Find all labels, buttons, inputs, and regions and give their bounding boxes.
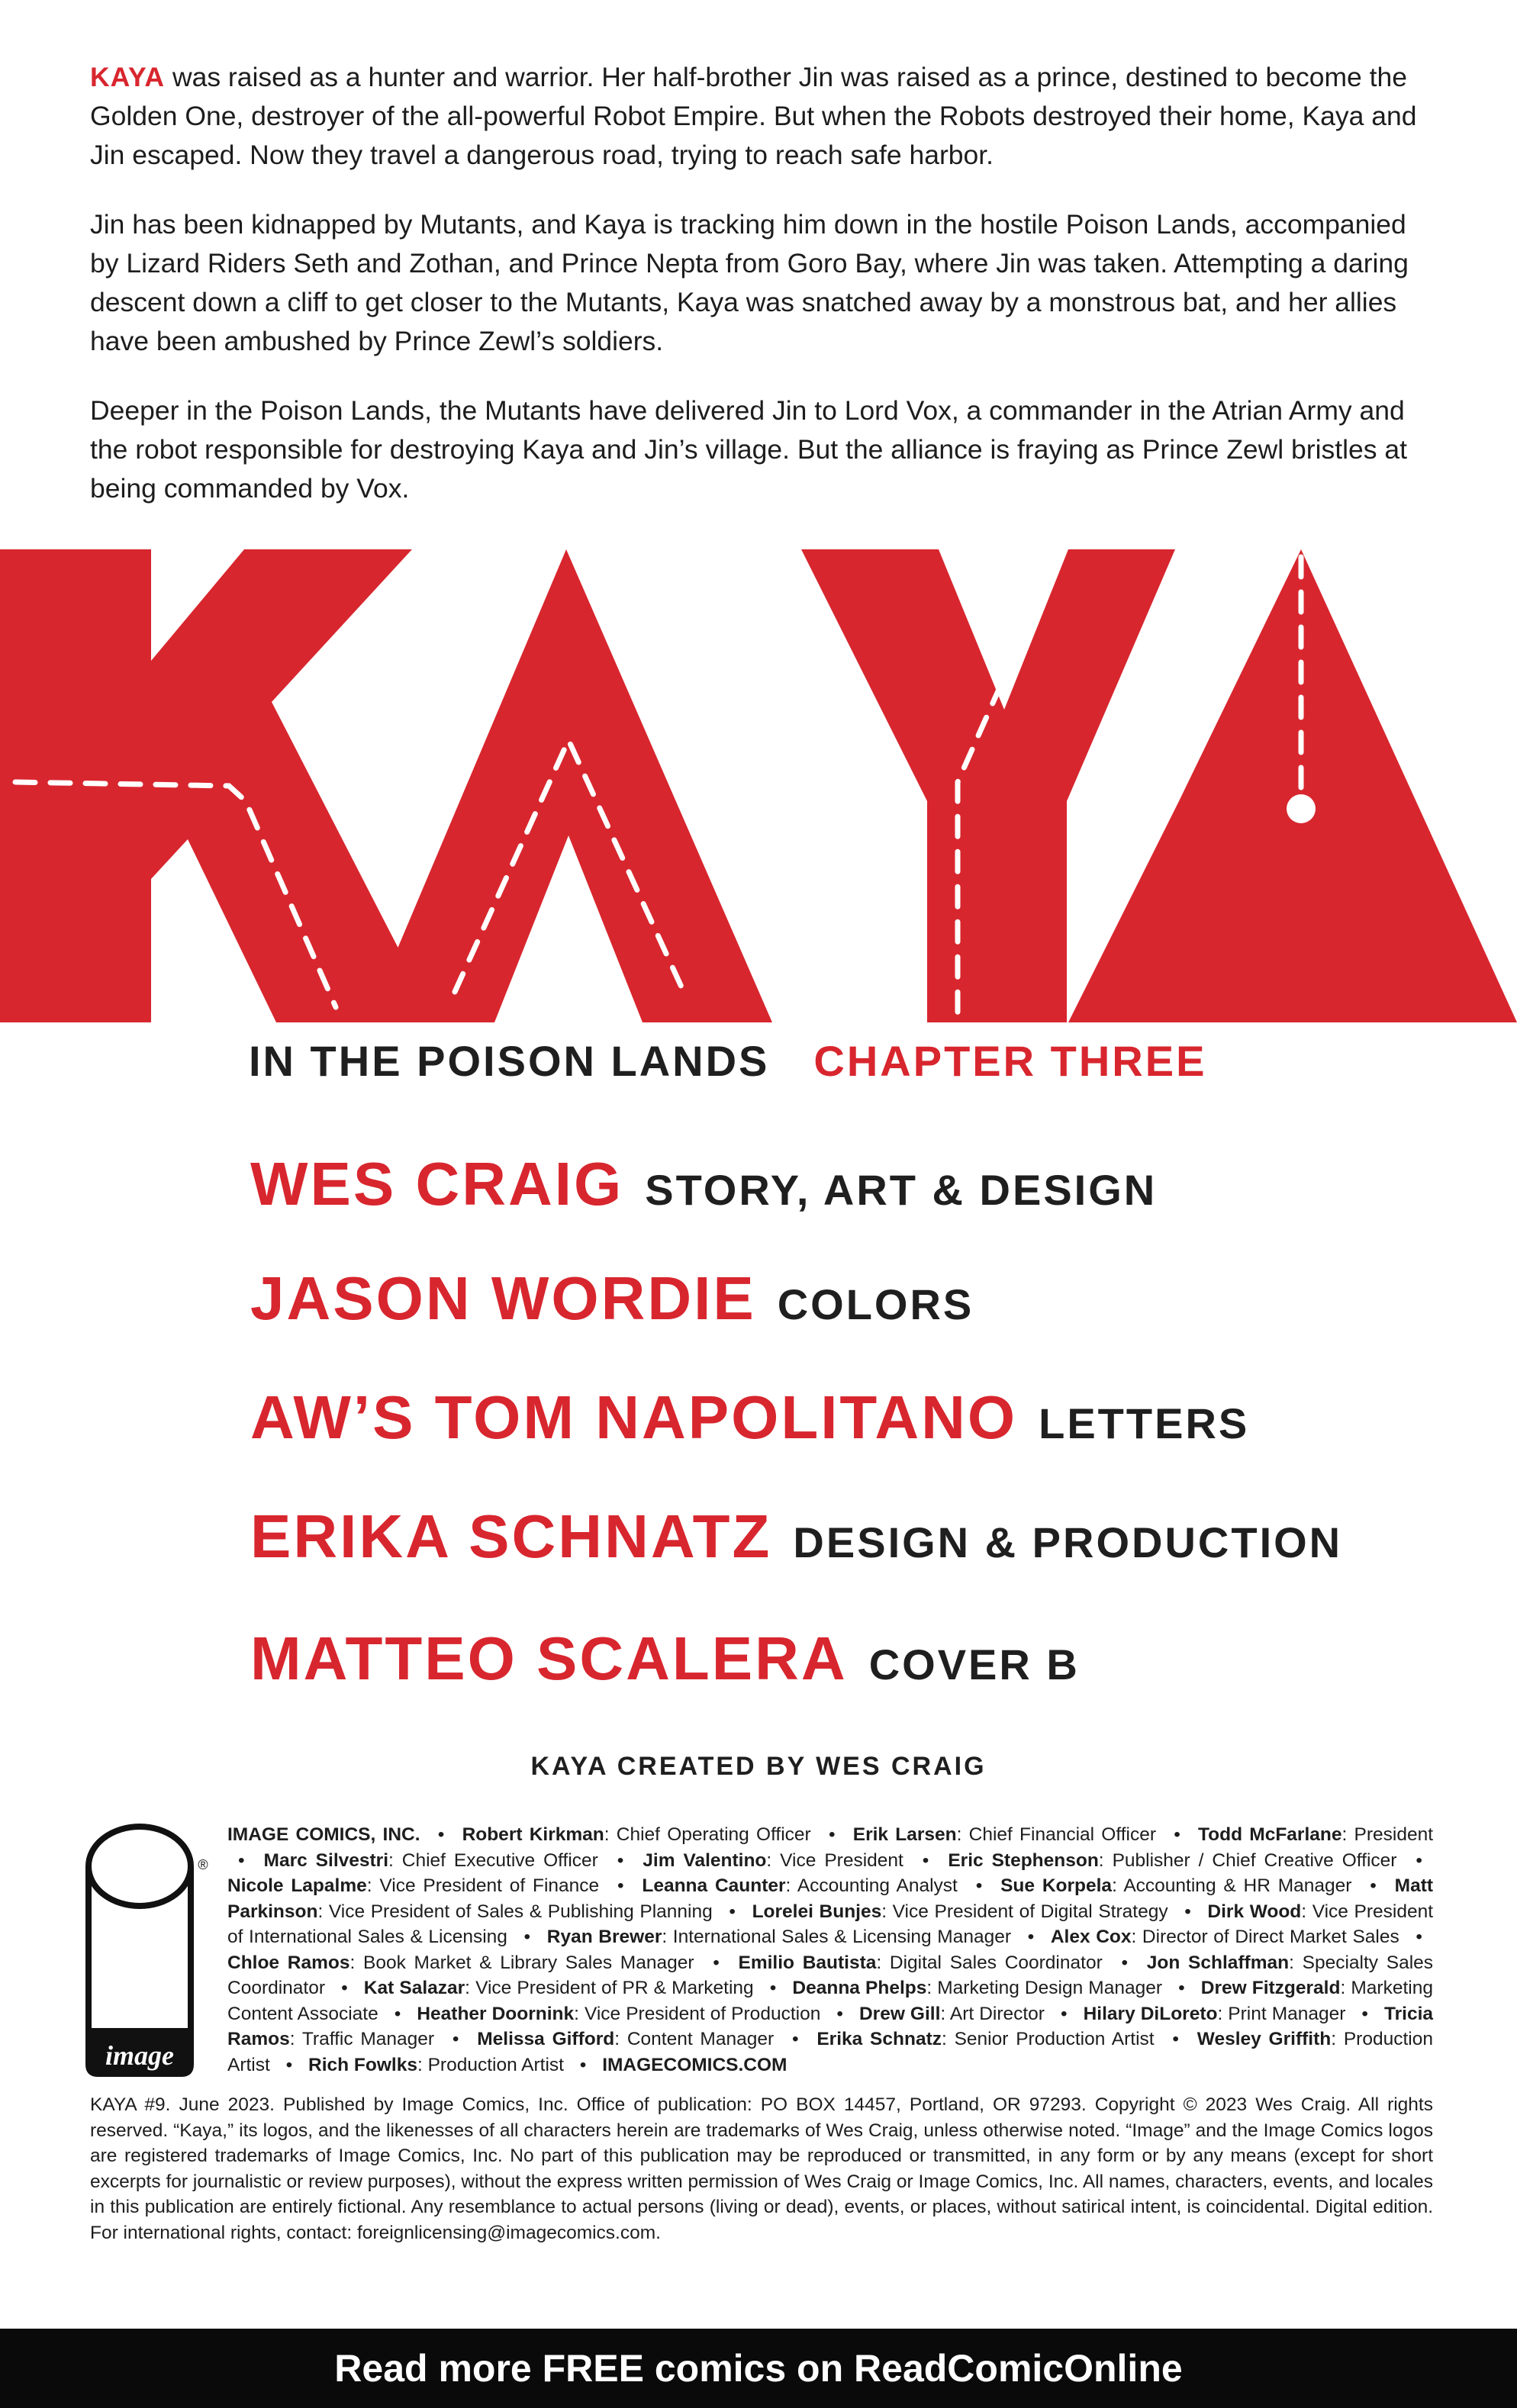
staff-entry: Alex Cox: Director of Direct Market Sales: [1050, 1927, 1399, 1947]
staff-entry: Rich Fowlks: Production Artist: [308, 2054, 564, 2075]
staff-title: Director of Direct Market Sales: [1142, 1927, 1399, 1947]
bullet-separator: •: [836, 2003, 843, 2024]
staff-name: Dirk Wood: [1207, 1901, 1302, 1922]
staff-entry: Deanna Phelps: Marketing Design Manager: [792, 1978, 1162, 1998]
staff-title: Accounting & HR Manager: [1123, 1875, 1352, 1896]
staff-entry: Lorelei Bunjes: Vice President of Digital Strategy: [752, 1901, 1168, 1922]
staff-title: Vice President of Digital Strategy: [892, 1901, 1168, 1922]
staff-title: Production Artist: [427, 2054, 564, 2075]
staff-title: Vice President of International Sales & Licensing: [227, 1901, 1434, 1947]
website-link[interactable]: IMAGECOMICS.COM: [602, 2054, 787, 2075]
staff-entry: Melissa Gifford: Content Manager: [477, 2029, 775, 2049]
staff-name: Erika Schnatz: [816, 2029, 942, 2049]
staff-name: Ryan Brewer: [546, 1927, 662, 1947]
credit-role: COLORS: [777, 1280, 974, 1328]
staff-entry: Drew Gill: Art Director: [858, 2003, 1045, 2024]
bullet-separator: •: [769, 1978, 777, 1998]
chapter-title: CHAPTER THREE: [813, 1037, 1207, 1085]
staff-name: Marc Silvestri: [263, 1849, 389, 1871]
bullet-separator: •: [1174, 1824, 1180, 1845]
bullet-separator: •: [729, 1901, 736, 1922]
bullet-separator: •: [1178, 1978, 1185, 1998]
staff-title: Print Manager: [1228, 2003, 1346, 2024]
credit-line: [250, 1264, 974, 1334]
staff-name: Jon Schlaffman: [1146, 1952, 1290, 1973]
staff-entry: Sue Korpela: Accounting & HR Manager: [1000, 1875, 1352, 1896]
bullet-separator: •: [975, 1875, 983, 1896]
bullet-separator: •: [394, 2003, 401, 2024]
credit-line: [250, 1149, 1157, 1219]
bullet-separator: •: [579, 2054, 587, 2075]
svg-text:image: image: [105, 2040, 174, 2071]
legal-indicia: KAYA #9. June 2023. Published by Image Comics, Inc. Office of publication: PO BOX 14457, Portland, OR 97293. Copyright © 2023 Wes Craig. All rights reserved. “Kaya,” its logos, and the likenesses of all characters herein are trademarks of Wes Craig, unless otherwise noted. “Image” and the Image Comics logos are registered trademarks of Image Comics, Inc. No part of this publication may be reproduced or transmitted, in any form or by any means (except for short excerpts for journalistic or review purposes), without the express written permission of Wes Craig or Image Comics, Inc. All names, characters, events, and locales in this publication are entirely fictional. Any resemblance to actual persons (living or dead), events, or places, without satirical intent, is coincidental. Digital edition. For international rights, contact: foreignlicensing@imagecomics.com.: [90, 2094, 1433, 2243]
staff-title: Senior Production Artist: [954, 2029, 1155, 2049]
recap-text: [90, 58, 1433, 539]
bullet-separator: •: [1416, 1849, 1422, 1871]
staff-title: Vice President of PR & Marketing: [475, 1978, 754, 1998]
staff-name: Erik Larsen: [852, 1824, 957, 1845]
staff-entry: Jim Valentino: Vice President: [643, 1849, 903, 1871]
credit-role: LETTERS: [1039, 1399, 1250, 1447]
staff-name: Drew Gill: [858, 2003, 941, 2024]
staff-entry: Nicole Lapalme: Vice President of Finance: [227, 1875, 600, 1896]
staff-entry: Jon Schlaffman: Specialty Sales Coordinator: [227, 1952, 1434, 1998]
staff-name: Todd McFarlane: [1198, 1824, 1342, 1845]
bullet-separator: •: [1370, 1875, 1377, 1896]
logo-letter-k: [0, 549, 436, 1022]
staff-title: Chief Executive Officer: [401, 1849, 598, 1871]
staff-title: International Sales & Licensing Manager: [672, 1927, 1011, 1947]
recap-paragraph-3: Deeper in the Poison Lands, the Mutants have delivered Jin to Lord Vox, a commander in the Atrian Army and the robot responsible for destroying Kaya and Jin’s village. But the alliance is fraying as Prince Zewl bristles at being commanded by Vox.: [90, 395, 1407, 504]
image-staff-list: [227, 1822, 1433, 2078]
staff-name: Chloe Ramos: [227, 1952, 350, 1973]
bullet-separator: •: [523, 1927, 531, 1947]
staff-entry: Tricia Ramos: Traffic Manager: [227, 2003, 1434, 2049]
staff-entry: Erika Schnatz: Senior Production Artist: [816, 2029, 1155, 2049]
bullet-separator: •: [1416, 1927, 1422, 1947]
bullet-separator: •: [1172, 2029, 1179, 2049]
staff-entry: Heather Doornink: Vice President of Production: [417, 2003, 821, 2024]
bullet-separator: •: [617, 1849, 624, 1871]
staff-entry: Chloe Ramos: Book Market & Library Sales Manager: [227, 1952, 694, 1973]
staff-entry: Matt Parkinson: Vice President of Sales & Publishing Planning: [227, 1875, 1434, 1922]
staff-entry: Todd McFarlane: President: [1198, 1824, 1434, 1845]
staff-entry: Ryan Brewer: International Sales & Licensing Manager: [546, 1927, 1011, 1947]
bullet-separator: •: [1027, 1927, 1035, 1947]
staff-name: Kat Salazar: [363, 1978, 465, 1998]
staff-entry: Wesley Griffith: Production Artist: [227, 2029, 1433, 2075]
bullet-separator: •: [437, 1824, 445, 1845]
credit-role: DESIGN & PRODUCTION: [793, 1518, 1343, 1566]
credit-line: [250, 1624, 1080, 1694]
staff-entry: Emilio Bautista: Digital Sales Coordinator: [738, 1952, 1103, 1973]
staff-entry: Robert Kirkman: Chief Operating Officer: [462, 1824, 811, 1845]
staff-title: Marketing Content Associate: [227, 1978, 1433, 2024]
credit-line: [250, 1502, 1342, 1572]
bullet-separator: •: [1184, 1901, 1191, 1922]
credit-name: MATTEO SCALERA: [250, 1624, 848, 1692]
staff-title: Production Artist: [227, 2029, 1433, 2075]
bullet-separator: •: [713, 1952, 720, 1973]
staff-title: Chief Operating Officer: [616, 1824, 811, 1845]
staff-name: Matt Parkinson: [227, 1875, 1434, 1922]
created-by-line: KAYA CREATED BY WES CRAIG: [530, 1752, 987, 1781]
staff-title: President: [1354, 1824, 1434, 1845]
road-dot: [1287, 794, 1316, 823]
staff-title: Traffic Manager: [301, 2029, 435, 2049]
staff-entry: Erik Larsen: Chief Financial Officer: [852, 1824, 1157, 1845]
staff-title: Publisher / Chief Creative Officer: [1112, 1849, 1397, 1871]
credit-line: [250, 1383, 1249, 1453]
kaya-title-logo: [0, 549, 1517, 1022]
credit-role: STORY, ART & DESIGN: [645, 1166, 1158, 1214]
svg-text:®: ®: [198, 1857, 208, 1872]
series-title: IN THE POISON LANDS: [249, 1037, 770, 1085]
staff-title: Book Market & Library Sales Manager: [363, 1952, 694, 1973]
staff-name: Hilary DiLoreto: [1083, 2003, 1218, 2024]
staff-name: Deanna Phelps: [792, 1978, 927, 1998]
staff-name: Eric Stephenson: [948, 1849, 1099, 1871]
credit-role: COVER B: [868, 1640, 1080, 1688]
bullet-separator: •: [828, 1824, 836, 1845]
staff-entry: Eric Stephenson: Publisher / Chief Creative Officer: [948, 1849, 1397, 1871]
staff-name: Sue Korpela: [1000, 1875, 1113, 1896]
bullet-separator: •: [617, 1875, 624, 1896]
bullet-separator: •: [1361, 2003, 1368, 2024]
staff-name: Robert Kirkman: [462, 1824, 604, 1845]
recap-paragraph-1-body: was raised as a hunter and warrior. Her half-brother Jin was raised as a prince, destined to become the Golden One, destroyer of the all-powerful Robot Empire. But when the Robots destroyed their home, Kaya and Jin escaped. Now they travel a dangerous road, trying to reach safe harbor.: [90, 62, 1417, 170]
bullet-separator: •: [922, 1849, 929, 1871]
credit-name: WES CRAIG: [250, 1150, 624, 1218]
staff-name: Jim Valentino: [643, 1849, 767, 1871]
promo-banner[interactable]: Read more FREE comics on ReadComicOnline: [0, 2329, 1517, 2408]
staff-name: Alex Cox: [1050, 1927, 1132, 1947]
staff-name: Heather Doornink: [417, 2003, 575, 2024]
bullet-separator: •: [791, 2029, 799, 2049]
bullet-separator: •: [238, 1849, 245, 1871]
bullet-separator: •: [1121, 1952, 1129, 1973]
bullet-separator: •: [341, 1978, 348, 1998]
staff-name: Leanna Caunter: [642, 1875, 786, 1896]
staff-title: Vice President of Finance: [379, 1875, 600, 1896]
credit-name: JASON WORDIE: [250, 1264, 756, 1332]
staff-title: Marketing Design Manager: [937, 1978, 1162, 1998]
credit-name: ERIKA SCHNATZ: [250, 1502, 772, 1570]
credit-name: AW’S TOM NAPOLITANO: [250, 1383, 1018, 1451]
staff-entry: Dirk Wood: Vice President of International Sales & Licensing: [227, 1901, 1434, 1947]
staff-entry: Marc Silvestri: Chief Executive Officer: [263, 1849, 598, 1871]
company-name: IMAGE COMICS, INC.: [227, 1824, 420, 1845]
staff-title: Chief Financial Officer: [968, 1824, 1157, 1845]
staff-name: Emilio Bautista: [738, 1952, 877, 1973]
staff-entry: Hilary DiLoreto: Print Manager: [1083, 2003, 1346, 2024]
recap-paragraph-2: Jin has been kidnapped by Mutants, and Kaya is tracking him down in the hostile Poison Lands, accompanied by Lizard Riders Seth and Zothan, and Prince Nepta from Goro Bay, where Jin was taken. Attempting a daring descent down a cliff to get closer to the Mutants, Kaya was snatched away by a monstrous bat, and her allies have been ambushed by Prince Zewl’s soldiers.: [90, 209, 1409, 356]
staff-name: Drew Fitzgerald: [1200, 1978, 1341, 1998]
staff-name: Melissa Gifford: [477, 2029, 615, 2049]
staff-title: Content Manager: [626, 2029, 775, 2049]
staff-title: Accounting Analyst: [797, 1875, 958, 1896]
staff-title: Vice President of Sales & Publishing Planning: [328, 1901, 713, 1922]
staff-title: Art Director: [949, 2003, 1045, 2024]
staff-title: Digital Sales Coordinator: [889, 1952, 1103, 1973]
staff-title: Specialty Sales Coordinator: [227, 1952, 1434, 1998]
staff-title: Vice President: [780, 1849, 903, 1871]
recap-paragraph-1: [90, 58, 1433, 175]
staff-title: Vice President of Production: [584, 2003, 821, 2024]
recap-lead-kaya: KAYA: [90, 62, 166, 92]
subtitle: [249, 1036, 1206, 1086]
image-comics-logo: [82, 1822, 212, 2081]
staff-name: Lorelei Bunjes: [752, 1901, 882, 1922]
staff-name: Nicole Lapalme: [227, 1875, 367, 1896]
bullet-separator: •: [1061, 2003, 1068, 2024]
bullet-separator: •: [285, 2054, 293, 2075]
staff-name: Rich Fowlks: [308, 2054, 417, 2075]
staff-name: Wesley Griffith: [1197, 2029, 1332, 2049]
staff-entry: Kat Salazar: Vice President of PR & Marketing: [363, 1978, 754, 1998]
logo-letter-a1: [366, 549, 772, 1022]
staff-entry: Leanna Caunter: Accounting Analyst: [642, 1875, 958, 1896]
staff-entry: Drew Fitzgerald: Marketing Content Associate: [227, 1978, 1433, 2024]
bullet-separator: •: [452, 2029, 459, 2049]
staff-name: Tricia Ramos: [227, 2003, 1434, 2049]
